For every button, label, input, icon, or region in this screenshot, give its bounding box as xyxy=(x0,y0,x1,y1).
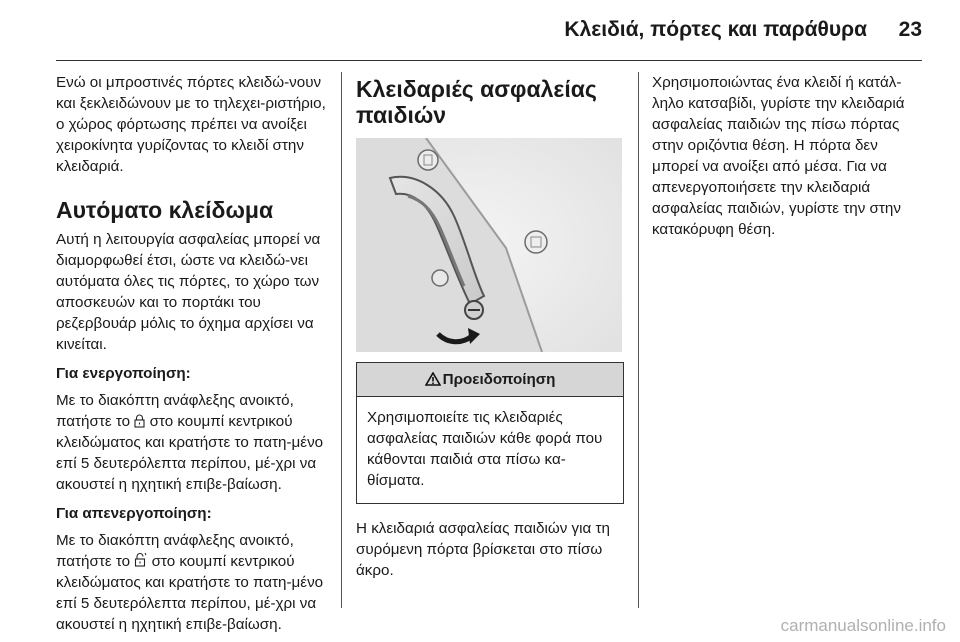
sliding-door-paragraph: Η κλειδαριά ασφαλείας παιδιών για τη συρόμενη πόρτα βρίσκεται στο πίσω άκρο. xyxy=(356,520,610,579)
warning-box xyxy=(356,362,624,504)
column-3 xyxy=(652,72,924,240)
section-heading-child-locks: Κλειδαριές ασφαλείας παιδιών xyxy=(356,76,597,128)
deactivate-paragraph xyxy=(56,530,332,635)
column-1 xyxy=(56,72,332,635)
warning-title: Προειδοποίηση xyxy=(442,371,556,388)
deactivate-text-post: στο κουμπί κεντρικού κλειδώματος και κρατήστε το πατη-μένο επί 5 δευτερόλεπτα περίπου, μέ-χρι να ακουστεί η ηχητική επιβε-βαίωση. xyxy=(56,553,324,633)
activate-paragraph xyxy=(56,390,332,495)
watermark: carmanualsonline.info xyxy=(780,616,946,635)
warning-header xyxy=(357,363,623,397)
section-heading-auto-lock: Αυτόματο κλείδωμα xyxy=(56,197,274,223)
activate-heading: Για ενεργοποίηση: xyxy=(56,365,191,382)
deactivate-heading: Για απενεργοποίηση: xyxy=(56,505,212,522)
header-rule xyxy=(56,60,922,61)
activate-text-post: στο κουμπί κεντρικού κλειδώματος και κρατήστε το πατη-μένο επί 5 δευτερόλεπτα περίπου, μέ-χρι να ακουστεί η ηχητική επιβε-βαίωση. xyxy=(56,413,324,493)
rear-door-paragraph: Χρησιμοποιώντας ένα κλειδί ή κατάλ-ληλο κατσαβίδι, γυρίστε την κλειδαριά ασφαλείας παιδιών της πίσω πόρτας στην οριζόντια θέση. Η πόρτα δεν μπορεί να ανοίξει από μέσα. Για να απενεργοποιήσετε την κλειδαριά ασφαλείας παιδιών, γυρίστε την στην κατακόρυφη θέση. xyxy=(652,74,905,238)
child-lock-illustration xyxy=(356,138,622,352)
deactivate-text-pre: Με το διακόπτη ανάφλεξης ανοικτό, πατήστε το xyxy=(56,532,294,570)
activate-text-pre: Με το διακόπτη ανάφλεξης ανοικτό, πατήστε το xyxy=(56,392,294,430)
unlock-icon xyxy=(134,552,147,568)
lock-icon xyxy=(134,414,145,428)
intro-paragraph: Ενώ οι μπροστινές πόρτες κλειδώ-νουν και ξεκλειδώνουν με το τηλεχει-ριστήριο, ο χώρος φόρτωσης πρέπει να ανοίξει χειροκίνητα γυρίζοντας το κλειδί στην κλειδαριά. xyxy=(56,74,326,175)
column-2 xyxy=(356,72,624,581)
auto-lock-paragraph: Αυτή η λειτουργία ασφαλείας μπορεί να διαμορφωθεί έτσι, ώστε να κλειδώ-νει αυτόματα όλες τις πόρτες, το χώρο των αποσκευών και το πορτάκι του ρεζερβουάρ μόλις το όχημα αρχίσει να κινείται. xyxy=(56,231,321,353)
warning-triangle-icon xyxy=(425,372,441,386)
column-separator xyxy=(341,72,342,608)
page-number: 23 xyxy=(898,18,922,41)
column-separator xyxy=(638,72,639,608)
warning-text: Χρησιμοποιείτε τις κλειδαριές ασφαλείας παιδιών κάθε φορά που κάθονται παιδιά στα πίσω κα-θίσματα. xyxy=(367,409,603,489)
page-header-title: Κλειδιά, πόρτες και παράθυρα xyxy=(564,18,867,41)
